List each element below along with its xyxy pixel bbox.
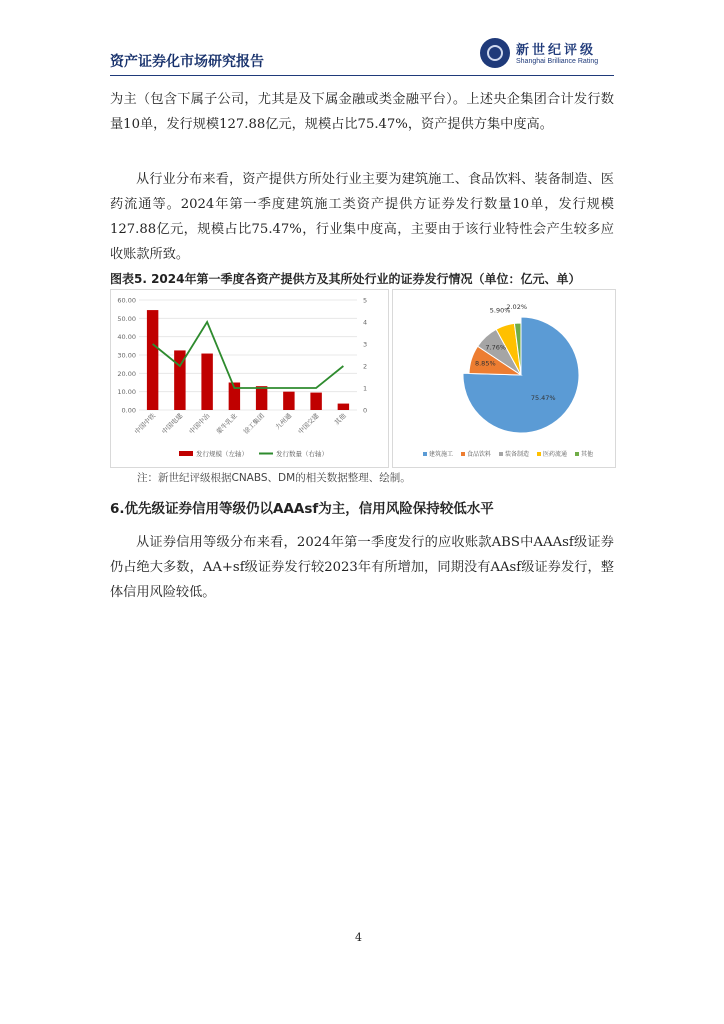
x-tick-label: 九州通 (273, 411, 294, 432)
legend-line-label: 发行数量（右轴） (276, 450, 328, 458)
pie-data-label: 7.76% (485, 343, 507, 352)
x-tick-label: 蒙牛乳业 (214, 411, 239, 436)
legend-bar-swatch (179, 451, 193, 456)
y-right-tick-label: 5 (363, 296, 368, 305)
y-left-tick-label: 0.00 (121, 406, 136, 415)
logo-emblem-icon (480, 38, 510, 68)
legend-bar-label: 发行规模（左轴） (196, 450, 248, 458)
pie-data-label: 8.85% (474, 359, 496, 368)
legend-swatch (461, 452, 465, 456)
figure-caption: 图表5. 2024年第一季度各资产提供方及其所处行业的证券发行情况（单位：亿元、单） (110, 272, 581, 286)
bar (310, 393, 321, 410)
pie-chart-panel (392, 289, 616, 468)
x-tick-label: 中国交建 (296, 411, 321, 436)
x-tick-label: 中国中铁 (132, 411, 158, 436)
legend-label: 装备制造 (505, 451, 530, 458)
x-tick-label: 徐工集团 (241, 411, 267, 436)
logo-chinese-name: 新世纪评级 (516, 43, 597, 58)
page-number: 4 (355, 931, 362, 944)
y-right-tick-label: 1 (363, 384, 368, 393)
bar (201, 354, 212, 410)
legend-swatch (423, 452, 427, 456)
bar (256, 386, 267, 410)
y-right-tick-label: 0 (363, 406, 368, 415)
brand-logo (480, 38, 620, 72)
y-left-tick-label: 40.00 (117, 333, 136, 342)
legend-label: 食品饮料 (467, 451, 492, 458)
bar (283, 392, 294, 410)
paragraph-2: 从行业分布来看，资产提供方所处行业主要为建筑施工、食品饮料、装备制造、医药流通等。2024年第一季度建筑施工类资产提供方证券发行数量10单，发行规模127.88亿元，规模占比75.47%，行业集中度高，主要由于该行业特性会产生较多应收账款所致。 (110, 172, 614, 262)
legend-label: 建筑施工 (429, 451, 454, 458)
combo-chart (111, 290, 388, 467)
y-left-tick-label: 30.00 (117, 351, 136, 360)
x-tick-label: 其他 (332, 411, 348, 427)
legend-swatch (575, 452, 579, 456)
paragraph-1: 为主（包含下属子公司，尤其是及下属金融或类金融平台）。上述央企集团合计发行数量10单，发行规模127.88亿元，规模占比75.47%，资产提供方集中度高。 (110, 92, 614, 132)
bar (147, 310, 158, 410)
section-heading: 6.优先级证券信用等级仍以AAAsf为主，信用风险保持较低水平 (110, 501, 494, 517)
bar-line-chart-panel (110, 289, 389, 468)
y-right-tick-label: 3 (363, 340, 368, 349)
figure-note: 注：新世纪评级根据CNABS、DM的相关数据整理、绘制。 (137, 472, 411, 484)
paragraph-3: 从证券信用等级分布来看，2024年第一季度发行的应收账款ABS中AAAsf级证券仍占绝大多数，AA+sf级证券发行较2023年有所增加，同期没有AAsf级证券发行，整体信用风险较低。 (110, 535, 614, 600)
legend-label: 医药流通 (543, 451, 568, 458)
pie-data-label: 75.47% (530, 393, 556, 402)
pie-chart (393, 290, 615, 467)
pie-data-label: 5.90% (489, 306, 511, 315)
report-title: 资产证券化市场研究报告 (110, 54, 264, 70)
legend-swatch (537, 452, 541, 456)
pie-data-label: 2.02% (506, 303, 528, 312)
y-left-tick-label: 50.00 (117, 314, 136, 323)
x-tick-label: 中国电建 (160, 411, 185, 436)
y-left-tick-label: 60.00 (117, 296, 136, 305)
y-left-tick-label: 10.00 (117, 388, 136, 397)
legend-label: 其他 (581, 451, 594, 458)
header-divider (110, 75, 614, 76)
y-right-tick-label: 4 (363, 318, 368, 327)
logo-english-name: Shanghai Brilliance Rating (516, 58, 599, 65)
legend-swatch (499, 452, 503, 456)
y-right-tick-label: 2 (363, 362, 368, 371)
x-tick-label: 中国中冶 (187, 411, 212, 436)
bar (338, 404, 349, 410)
y-left-tick-label: 20.00 (117, 369, 136, 378)
